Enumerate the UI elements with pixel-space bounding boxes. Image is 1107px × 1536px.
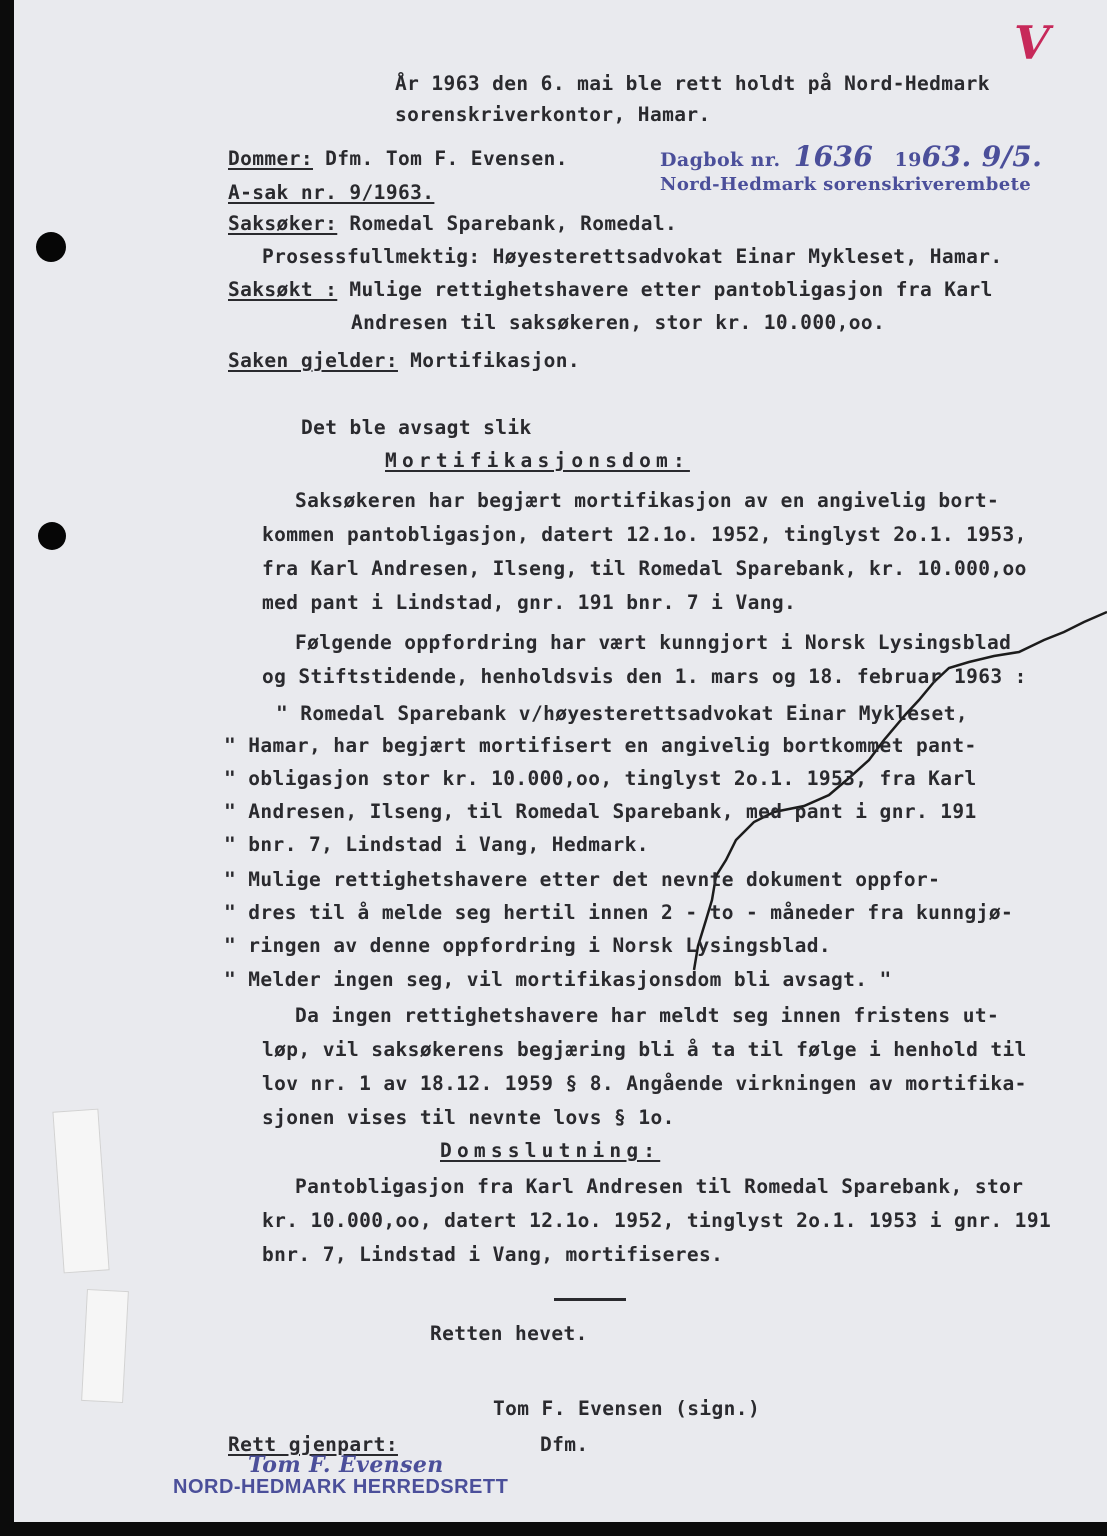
quote-line: " Mulige rettighetshavere etter det nevnte dokument oppfor- xyxy=(224,868,941,891)
slutning-title: Domsslutning: xyxy=(440,1139,661,1162)
dagbok-office: Nord-Hedmark sorenskriverembete xyxy=(660,174,1032,195)
saksokt-label: Saksøkt : xyxy=(228,278,338,301)
quote-line: " Andresen, Ilseng, til Romedal Sparebank, med pant i gnr. 191 xyxy=(224,800,977,823)
quote-line: " Hamar, har begjært mortifisert en angivelig bortkommet pant- xyxy=(224,734,977,757)
asak-number: A-sak nr. 9/1963. xyxy=(228,181,435,204)
p1-line: med pant i Lindstad, gnr. 191 bnr. 7 i Vang. xyxy=(262,591,797,614)
saksoker-field xyxy=(228,212,677,235)
p2-line: og Stiftstidende, henholdsvis den 1. mars og 18. februar 1963 : xyxy=(262,665,1027,688)
retten-hevet: Retten hevet. xyxy=(430,1322,588,1345)
dommer-label: Dommer: xyxy=(228,147,313,170)
document-page xyxy=(14,0,1107,1522)
avsagt-text: Det ble avsagt slik xyxy=(301,416,532,439)
quote-line: " Romedal Sparebank v/høyesterettsadvokat Einar Mykleset, xyxy=(276,702,968,725)
quote-line: " dres til å melde seg hertil innen 2 - to - måneder fra kunngjø- xyxy=(224,901,1014,924)
p4-line: Pantobligasjon fra Karl Andresen til Romedal Sparebank, stor xyxy=(295,1175,1024,1198)
dagbok-stamp xyxy=(660,140,1042,173)
separator-rule xyxy=(554,1298,626,1301)
saksokt-field xyxy=(228,278,993,301)
saksokt-value: Mulige rettighetshavere etter pantobligasjon fra Karl xyxy=(337,278,993,301)
p1-line: fra Karl Andresen, Ilseng, til Romedal Sparebank, kr. 10.000,oo xyxy=(262,557,1027,580)
p4-line: kr. 10.000,oo, datert 12.1o. 1952, tinglyst 2o.1. 1953 i gnr. 191 xyxy=(262,1209,1052,1232)
p3-line: sjonen vises til nevnte lovs § 1o. xyxy=(262,1106,675,1129)
p3-line: Da ingen rettighetshavere har meldt seg innen fristens ut- xyxy=(295,1004,1000,1027)
p3-line: løp, vil saksøkerens begjæring bli å ta til følge i henhold til xyxy=(262,1038,1027,1061)
quote-line: " obligasjon stor kr. 10.000,oo, tinglyst 2o.1. 1953, fra Karl xyxy=(224,767,977,790)
quote-line: " Melder ingen seg, vil mortifikasjonsdom bli avsagt. " xyxy=(224,968,892,991)
header-line-1: År 1963 den 6. mai ble rett holdt på Nord-Hedmark xyxy=(395,72,990,95)
p3-line: lov nr. 1 av 18.12. 1959 § 8. Angående virkningen av mortifika- xyxy=(262,1072,1027,1095)
dagbok-prefix: Dagbok nr. xyxy=(660,149,781,171)
p2-line: Følgende oppfordring har vært kunngjort i Norsk Lysingsblad xyxy=(295,631,1012,654)
quote-line: " ringen av denne oppfordring i Norsk Lysingsblad. xyxy=(224,934,831,957)
p4-line: bnr. 7, Lindstad i Vang, mortifiseres. xyxy=(262,1243,724,1266)
rett-gjenpart: Rett gjenpart: xyxy=(228,1433,398,1456)
saken-field xyxy=(228,349,580,372)
herredsrett-stamp: NORD-HEDMARK HERREDSRETT xyxy=(173,1476,509,1498)
saken-label: Saken gjelder: xyxy=(228,349,398,372)
dagbok-year-print: 19 xyxy=(894,149,922,171)
handwritten-signature: Tom F. Evensen xyxy=(248,1452,444,1478)
margin-checkmark: V xyxy=(1014,16,1051,70)
p1-line: kommen pantobligasjon, datert 12.1o. 1952, tinglyst 2o.1. 1953, xyxy=(262,523,1027,546)
quote-line: " bnr. 7, Lindstad i Vang, Hedmark. xyxy=(224,833,649,856)
saksoker-label: Saksøker: xyxy=(228,212,338,235)
header-line-2: sorenskriverkontor, Hamar. xyxy=(395,103,711,126)
dom-title: Mortifikasjonsdom: xyxy=(385,449,690,472)
dagbok-year-hand: 63. 9/5. xyxy=(921,140,1043,173)
saksokt-value-2: Andresen til saksøkeren, stor kr. 10.000,oo. xyxy=(351,311,886,334)
dommer-field xyxy=(228,147,568,170)
saksoker-value: Romedal Sparebank, Romedal. xyxy=(337,212,678,235)
dagbok-number: 1636 xyxy=(793,140,874,173)
dommer-value: Dfm. Tom F. Evensen. xyxy=(312,147,568,170)
signature-title: Dfm. xyxy=(540,1433,589,1456)
prosessfullmektig: Prosessfullmektig: Høyesterettsadvokat Einar Mykleset, Hamar. xyxy=(262,245,1003,268)
signature-name: Tom F. Evensen (sign.) xyxy=(493,1397,761,1420)
p1-line: Saksøkeren har begjært mortifikasjon av en angivelig bort- xyxy=(295,489,1000,512)
saken-value: Mortifikasjon. xyxy=(397,349,581,372)
